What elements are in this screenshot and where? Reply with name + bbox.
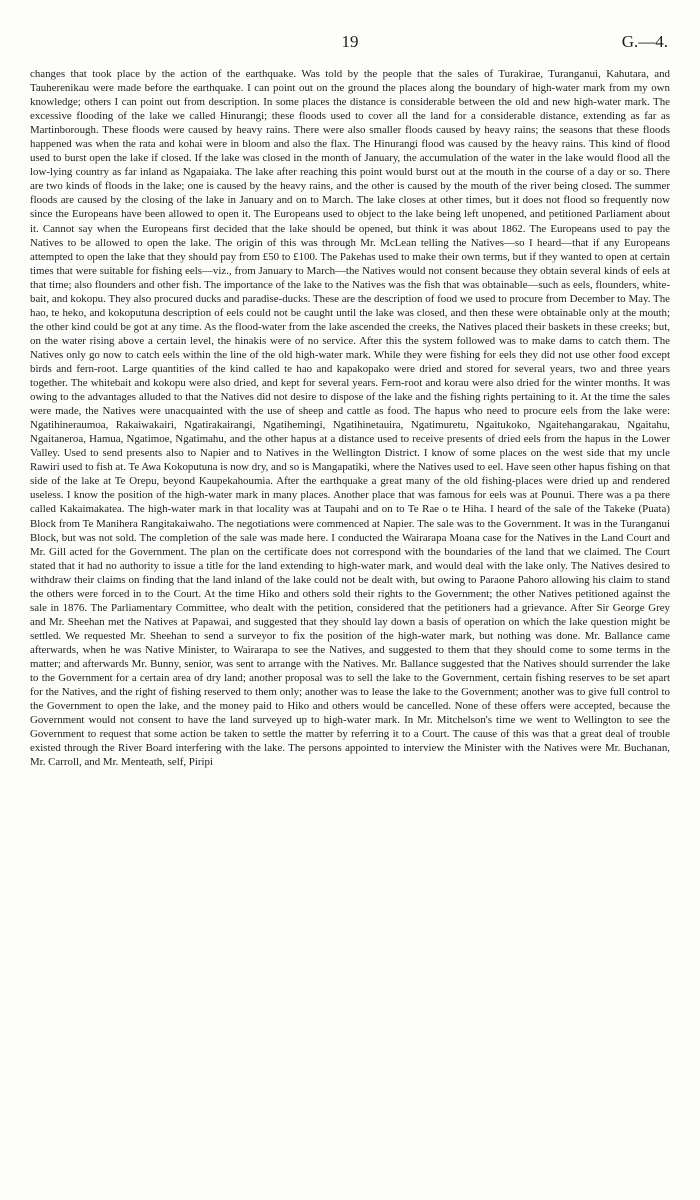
body-paragraph: changes that took place by the action of the earthquake. Was told by the people that the sales of Turakirae, Turanganui, Kahutara, and Tauherenikau were made before the earthquake. I can point out on the ground the places along the boundary of high-water mark from my own knowledge; others I can point out from description. In some places the distance is considerable between the old and new high-water mark. The excessive flooding of the lake we called Hinurangi; these floods used to cover all the land for a considerable distance, extending as far as Martinborough. These floods were caused by heavy rains. There were also smaller floods caused by heavy rains; the seasons that these floods happened was when the rata and kohai were in bloom and also the flax. The Hinurangi flood was caused by the heavy rains. This kind of flood used to burst open the lake if closed. If the lake was closed in the month of January, the accumulation of the water in the lake would flood all the low-lying country as far inland as Ngapaiaka. The lake after reaching this point would burst out at the mouth in the course of a day or so. There are two kinds of floods in the lake; one is caused by the heavy rains, and the other is caused by the mouth of the river being closed. The summer floods are caused by the closing of the lake in January and on to March. The lake closes at other times, but it does not flood so frequently now since the Europeans have been allowed to open it. The Europeans used to object to the lake being left unopened, and petitioned Parliament about it. Cannot say when the Europeans first decided that the lake should be opened, but think it was about 1862. The Europeans used to pay the Natives to be allowed to open the lake. The origin of this was through Mr. McLean telling the Natives—so I heard—that if any Europeans attempted to open the lake that they should pay from £50 to £100. The Pakehas used to make their own terms, but if they wanted to open at certain times that were suitable for fishing eels—viz., from January to March—the Natives would not consent because they obtain several kinds of eels at that time; also flounders and other fish. The importance of the lake to the Natives was the fish that was obtainable—such as eels, flounders, white-bait, and kokopu. They also procured ducks and paradise-ducks. These are the description of food we used to procure from December to May. The hao, te heko, and kokoputuna description of eels could not be caught until the lake was closed, and then these were obtainable only at the mouth; the other kind could be got at any time. As the flood-water from the lake ascended the creeks, the Natives placed their baskets in these creeks; but, on the water rising above a certain level, the hinakis were of no service. After this the system followed was to make dams to catch them. The Natives only go now to catch eels within the line of the old high-water mark. While they were fishing for eels they did not use other food except birds and fern-root. Large quantities of the kind called te hao and kapakopako were dried and stored for several years, two and three years together. The whitebait and kokopu were also dried, and kept for several years. Fern-root and korau were also dried for the winter months. It was owing to the advantages alluded to that the Natives did not desire to dispose of the lake and the fishing rights pertaining to it. At the time the sales were made, the Natives were unacquainted with the use of sheep and cattle as food. The hapus who need to procure eels from the lake were: Ngatihineraumoa, Rakaiwakairi, Ngatirakairangi, Ngatihemingi, Ngatihinetauira, Ngatimuretu, Ngaitukoko, Ngaitehangarakau, Ngaitahu, Ngaitaneroa, Hamua, Ngatimoe, Ngatimahu, and the other hapus at a distance used to receive presents of dried eels from the hapus in the Lower Valley. Used to send presents also to Napier and to Natives in the Wellington District. I know of some places on the west side that my uncle Rawiri used to fish at. Te Awa Kokoputuna is now dry, and so is Mangapatiki, where the Natives used to eel. Have seen other hapus fishing on that side of the lake at Te Orepu, beyond Kaupekahoumia. After the earthquake a great many of the old fishing-places were dried up and rendered useless. I know the position of the high-water mark in many places. Another place that was famous for eels was at Pounui. There was a pa there called Kakaimakatea. The high-water mark in that locality was at Taupahi and on to Te Rae o te Hiha. I heard of the sale of the Takeke (Puata) Block from Te Manihera Rangitakaiwaho. The negotiations were commenced at Napier. The sale was to the Government. It was in the Turanganui Block, but was not sold. The completion of the sale was made here. I conducted the Wairarapa Moana case for the Natives in the Land Court and Mr. Gill acted for the Government. The plan on the certificate does not correspond with the boundaries of the land that we claimed. The Court stated that it had no authority to issue a title for the land extending to high-water mark, and would deal with the lake only. The Natives desired to withdraw their claims on finding that the land inland of the lake could not be dealt with, but owing to Paraone Pahoro allowing his claim to stand the others were forced in to the Court. At the time Hiko and others sold their rights to the Government; the other Natives petitioned against the sale in 1876. The Parliamentary Committee, who dealt with the petition, considered that the petitioners had a grievance. After Sir George Grey and Mr. Sheehan met the Natives at Papawai, and suggested that they should lay down a basis of operation on which the lake question might be settled. We requested Mr. Sheehan to send a surveyor to fix the position of the high-water mark, but nothing was done. Mr. Ballance came afterwards, when he was Native Minister, to Wairarapa to see the Natives, and suggested to them that they should come to some terms in the matter; and afterwards Mr. Bunny, senior, was sent to arrange with the Natives. Mr. Ballance suggested that the Natives should surrender the lake to the Government for a certain area of dry land; another proposal was to sell the lake to the Government, certain fishing reserves to be set apart for the Natives, and the right of fishing reserved to them only; another was to lease the lake to the Government; another was to give full control to the Government to open the lake, and the money paid to Hiko and others would be cancelled. None of these offers were accepted, because the Government would not consent to have the land surveyed up to high-water mark. In Mr. Mitchelson's time we went to Wellington to see the Government to request that some action be taken to settle the matter by referring it to a Court. The cause of this was that a great deal of trouble existed through the River Board interfering with the lake. The persons appointed to interview the Minister with the Natives were Mr. Buchanan, Mr. Carroll, and Mr. Menteath, self, Piripi [30,68,670,769]
body-text [30,67,670,769]
page-header [30,32,670,58]
page-number: 19 [341,32,359,51]
document-reference: G.—4. [621,32,668,51]
